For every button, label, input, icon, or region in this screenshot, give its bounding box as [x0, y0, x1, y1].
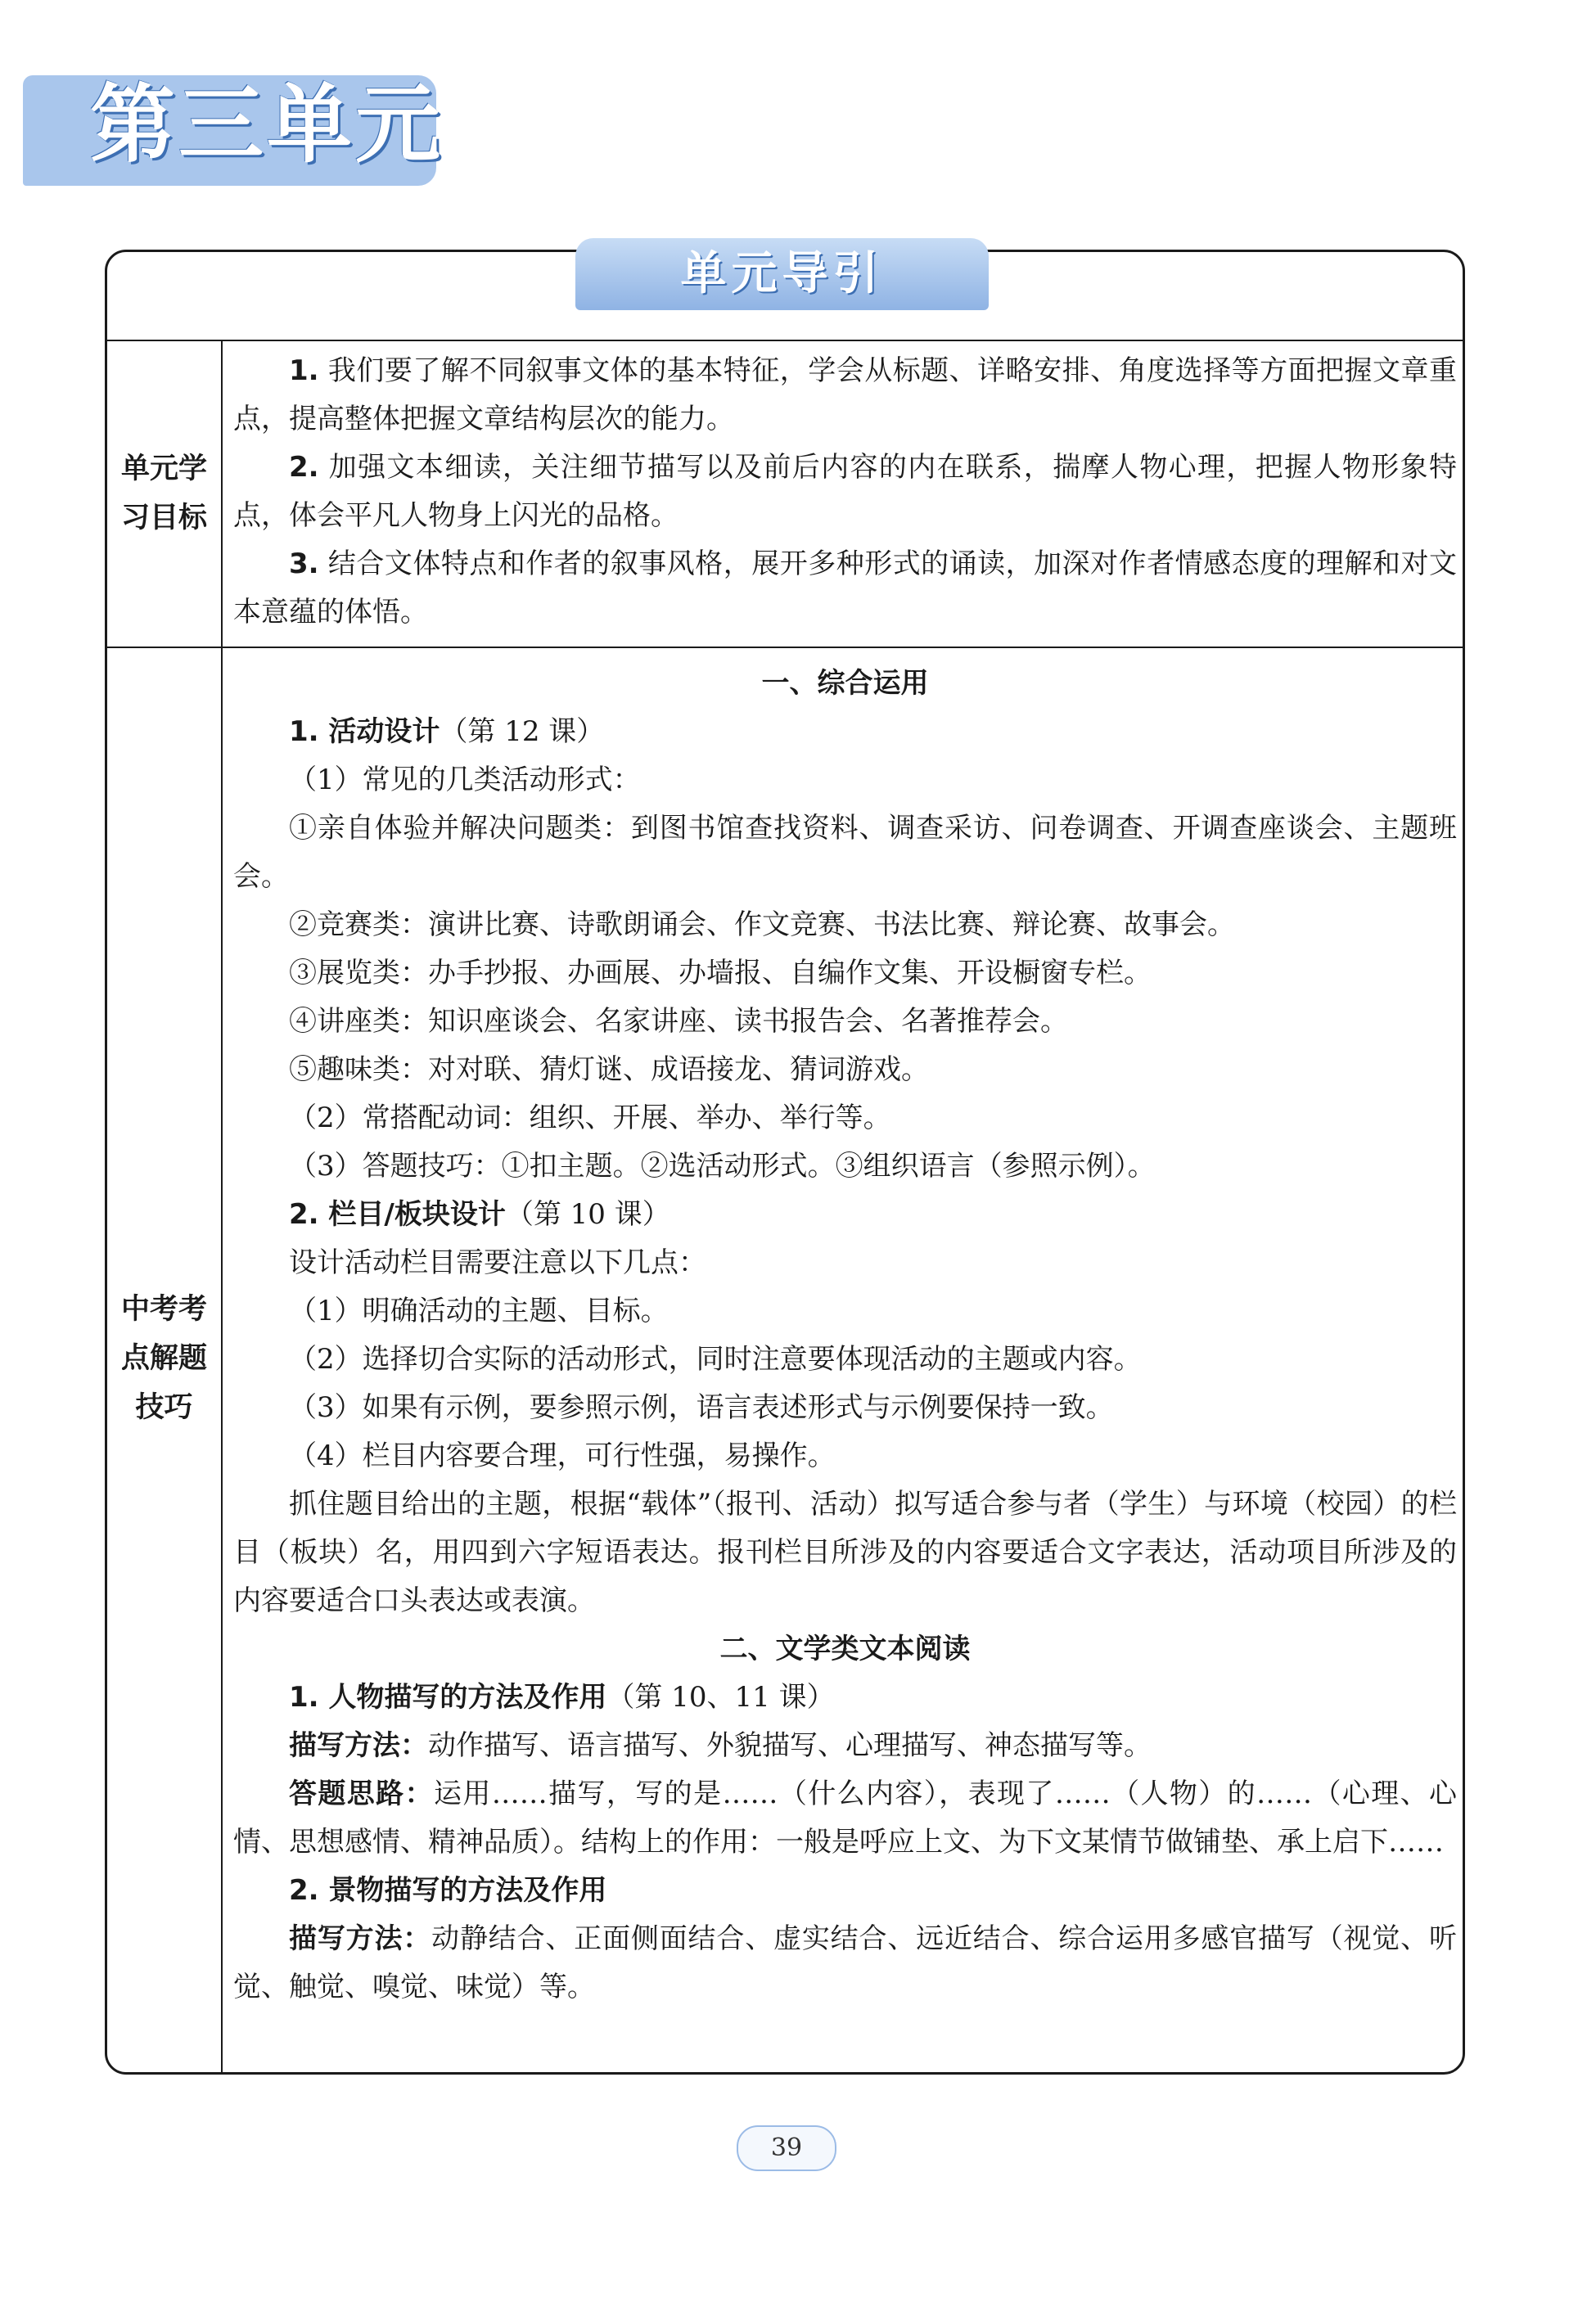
skills-content: [233, 660, 1457, 2012]
goal-num: 1.: [289, 354, 319, 387]
guide-tab: [575, 238, 989, 310]
unit-title: 第三单元: [90, 74, 444, 174]
page-number: 39: [737, 2125, 836, 2171]
column-point: （4）栏目内容要合理，可行性强，易操作。: [289, 1440, 836, 1472]
skills-label-line2: 点解题: [120, 1342, 207, 1375]
column-intro: 设计活动栏目需要注意以下几点：: [289, 1246, 706, 1279]
character-answer-text: 运用……描写，写的是……（什么内容），表现了……（人物）的……（心理、心情、思想感情、精神品质）。结构上的作用：一般是呼应上文、为下文某情节做铺垫、承上启下……: [233, 1778, 1458, 1859]
character-heading-text: 1. 人物描写的方法及作用: [289, 1681, 607, 1714]
goal-num: 3.: [289, 547, 319, 580]
table-divider-top: [105, 340, 1465, 341]
column-heading: [233, 1191, 1457, 1239]
skills-label-line1: 中考考: [120, 1293, 207, 1326]
scene-heading: [233, 1867, 1457, 1915]
goals-label-line2: 习目标: [120, 502, 207, 534]
character-method: [233, 1722, 1457, 1770]
goal-item: [233, 347, 1457, 444]
table-divider-middle: [105, 647, 1465, 648]
goal-num: 2.: [289, 451, 319, 484]
goal-item: [233, 444, 1457, 540]
column-heading-text: 2. 栏目/板块设计: [289, 1198, 506, 1231]
column-lesson: （第 10 课）: [505, 1198, 670, 1231]
column-summary: 抓住题目给出的主题，根据“载体”（报刊、活动）拟写适合参与者（学生）与环境（校园）的栏目（板块）名，用四到六字短语表达。报刊栏目所涉及的内容要适合文字表达，活动项目所涉及的内容要适合口头表达或表演。: [233, 1488, 1457, 1617]
part1-title: 一、综合运用: [761, 667, 929, 700]
activity-heading: [233, 708, 1457, 756]
activity-sub1: （1）常见的几类活动形式：: [289, 764, 641, 796]
goal-text: 结合文体特点和作者的叙事风格，展开多种形式的诵读，加深对作者情感态度的理解和对文本意蕴的体悟。: [233, 547, 1458, 629]
activity-form: ④讲座类：知识座谈会、名家讲座、读书报告会、名著推荐会。: [289, 1005, 1068, 1038]
column-point: （1）明确活动的主题、目标。: [289, 1295, 669, 1327]
goals-label-line1: 单元学: [120, 453, 207, 485]
activity-heading-text: 1. 活动设计: [289, 715, 440, 748]
activity-form: ①亲自体验并解决问题类：到图书馆查找资料、调查采访、问卷调查、开调查座谈会、主题班会。: [233, 812, 1457, 893]
activity-sub3: （3）答题技巧：①扣主题。②选活动形式。③组织语言（参照示例）。: [289, 1150, 1156, 1183]
scene-heading-text: 2. 景物描写的方法及作用: [289, 1874, 607, 1907]
part2-title: 二、文学类文本阅读: [719, 1633, 971, 1665]
table-column-divider: [221, 340, 223, 2073]
goal-text: 我们要了解不同叙事文体的基本特征，学会从标题、详略安排、角度选择等方面把握文章重点，提高整体把握文章结构层次的能力。: [233, 354, 1458, 435]
character-answer: [233, 1770, 1457, 1867]
activity-lesson: （第 12 课）: [440, 715, 605, 748]
goal-item: [233, 540, 1457, 637]
character-answer-label: 答题思路：: [289, 1778, 434, 1810]
scene-method-label: 描写方法：: [289, 1922, 432, 1955]
activity-form: ②竞赛类：演讲比赛、诗歌朗诵会、作文竞赛、书法比赛、辩论赛、故事会。: [289, 908, 1235, 941]
goals-label: [107, 444, 221, 543]
activity-form: ③展览类：办手抄报、办画展、办墙报、自编作文集、开设橱窗专栏。: [289, 957, 1152, 989]
column-point: （2）选择切合实际的活动形式，同时注意要体现活动的主题或内容。: [289, 1343, 1142, 1376]
character-lesson: （第 10、11 课）: [606, 1681, 835, 1714]
character-heading: [233, 1674, 1457, 1722]
guide-tab-label: 单元导引: [680, 247, 884, 300]
goals-content: [233, 347, 1457, 637]
scene-method-text: 动静结合、正面侧面结合、虚实结合、远近结合、综合运用多感官描写（视觉、听觉、触觉、嗅觉、味觉）等。: [233, 1922, 1457, 2003]
skills-label-line3: 技巧: [135, 1391, 193, 1424]
activity-sub2: （2）常搭配动词：组织、开展、举办、举行等。: [289, 1102, 891, 1134]
goal-text: 加强文本细读，关注细节描写以及前后内容的内在联系，揣摩人物心理，把握人物形象特点，体会平凡人物身上闪光的品格。: [233, 451, 1457, 532]
activity-form: ⑤趣味类：对对联、猜灯谜、成语接龙、猜词游戏。: [289, 1053, 929, 1086]
character-method-text: 动作描写、语言描写、外貌描写、心理描写、神态描写等。: [428, 1729, 1152, 1762]
skills-label: [107, 1285, 221, 1432]
character-method-label: 描写方法：: [289, 1729, 428, 1762]
scene-method: [233, 1915, 1457, 2012]
column-point: （3）如果有示例，要参照示例，语言表述形式与示例要保持一致。: [289, 1391, 1114, 1424]
